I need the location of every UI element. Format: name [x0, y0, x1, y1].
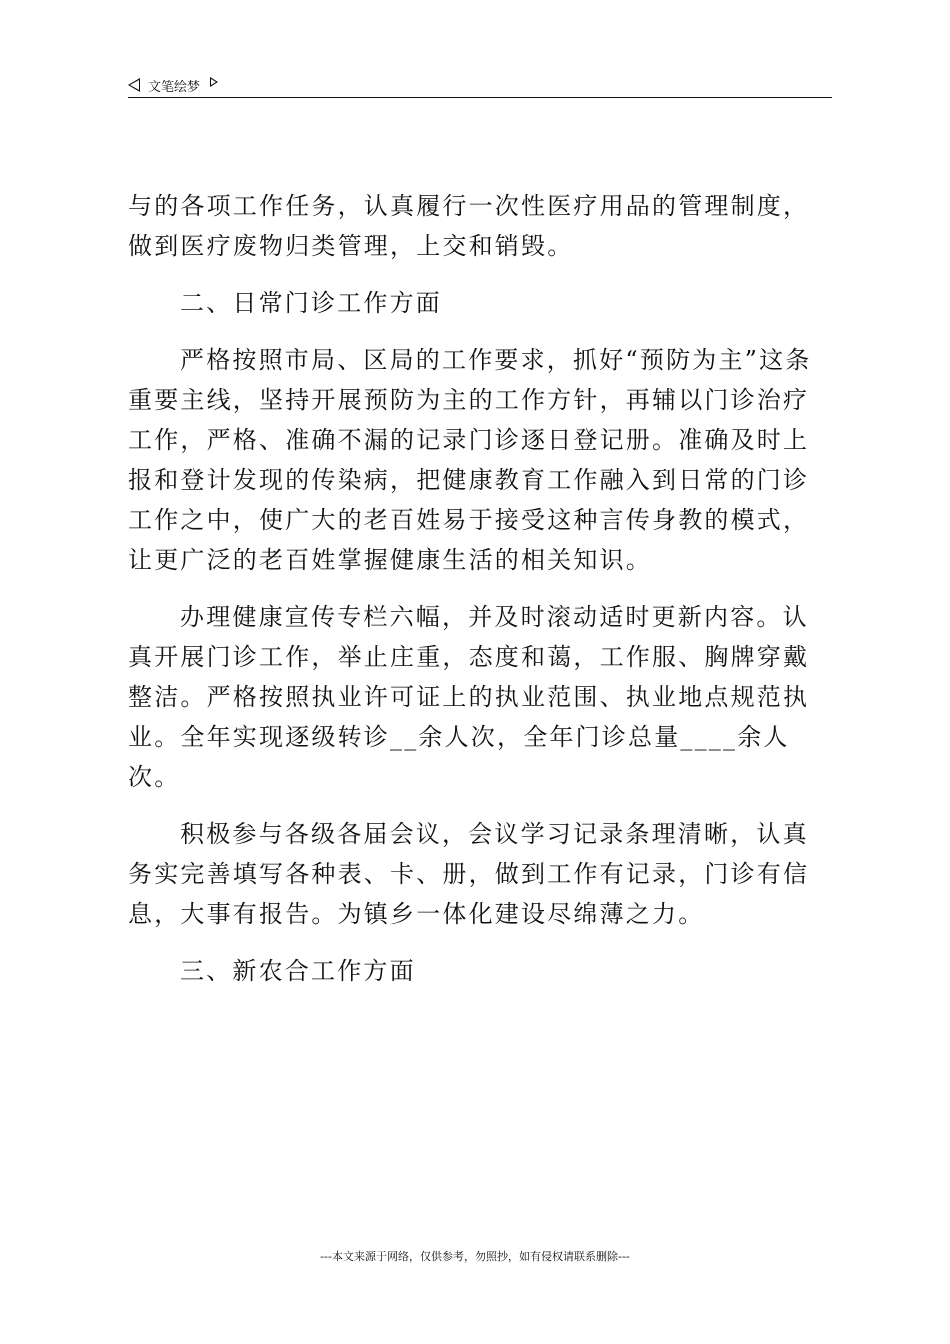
footer-disclaimer: ---本文来源于网络，仅供参考，勿照抄，如有侵权请联系删除---: [320, 1250, 630, 1263]
paragraph: 积极参与各级各届会议，会议学习记录条理清晰，认真务实完善填写各种表、卡、册，做到工作有记录，门诊有信息，大事有报告。为镇乡一体化建设尽绵薄之力。: [128, 820, 810, 928]
paragraph-continuation: 与的各项工作任务，认真履行一次性医疗用品的管理制度，做到医疗废物归类管理，上交和销毁。: [128, 192, 810, 260]
header-brand: 文笔绘梦: [148, 79, 201, 95]
paragraph: 办理健康宣传专栏六幅，并及时滚动适时更新内容。认真开展门诊工作，举止庄重，态度和蔼，工作服、胸牌穿戴整洁。严格按照执业许可证上的执业范围、执业地点规范执业。全年实现逐级转诊__余人次，全年门诊总量____余人次。: [128, 603, 810, 791]
triangle-right-icon: [210, 77, 218, 87]
header-divider: [128, 97, 832, 98]
section-heading-rural-cooperative: 三、新农合工作方面: [180, 957, 416, 985]
section-heading-outpatient: 二、日常门诊工作方面: [180, 289, 442, 317]
triangle-left-icon: [128, 78, 140, 92]
paragraph: 严格按照市局、区局的工作要求，抓好“预防为主”这条重要主线，坚持开展预防为主的工作方针，再辅以门诊治疗工作，严格、准确不漏的记录门诊逐日登记册。准确及时上报和登计发现的传染病，把健康教育工作融入到日常的门诊工作之中，使广大的老百姓易于接受这种言传身教的模式，让更广泛的老百姓掌握健康生活的相关知识。: [128, 346, 812, 574]
document-body: [128, 186, 832, 1008]
page-header: [128, 74, 832, 96]
